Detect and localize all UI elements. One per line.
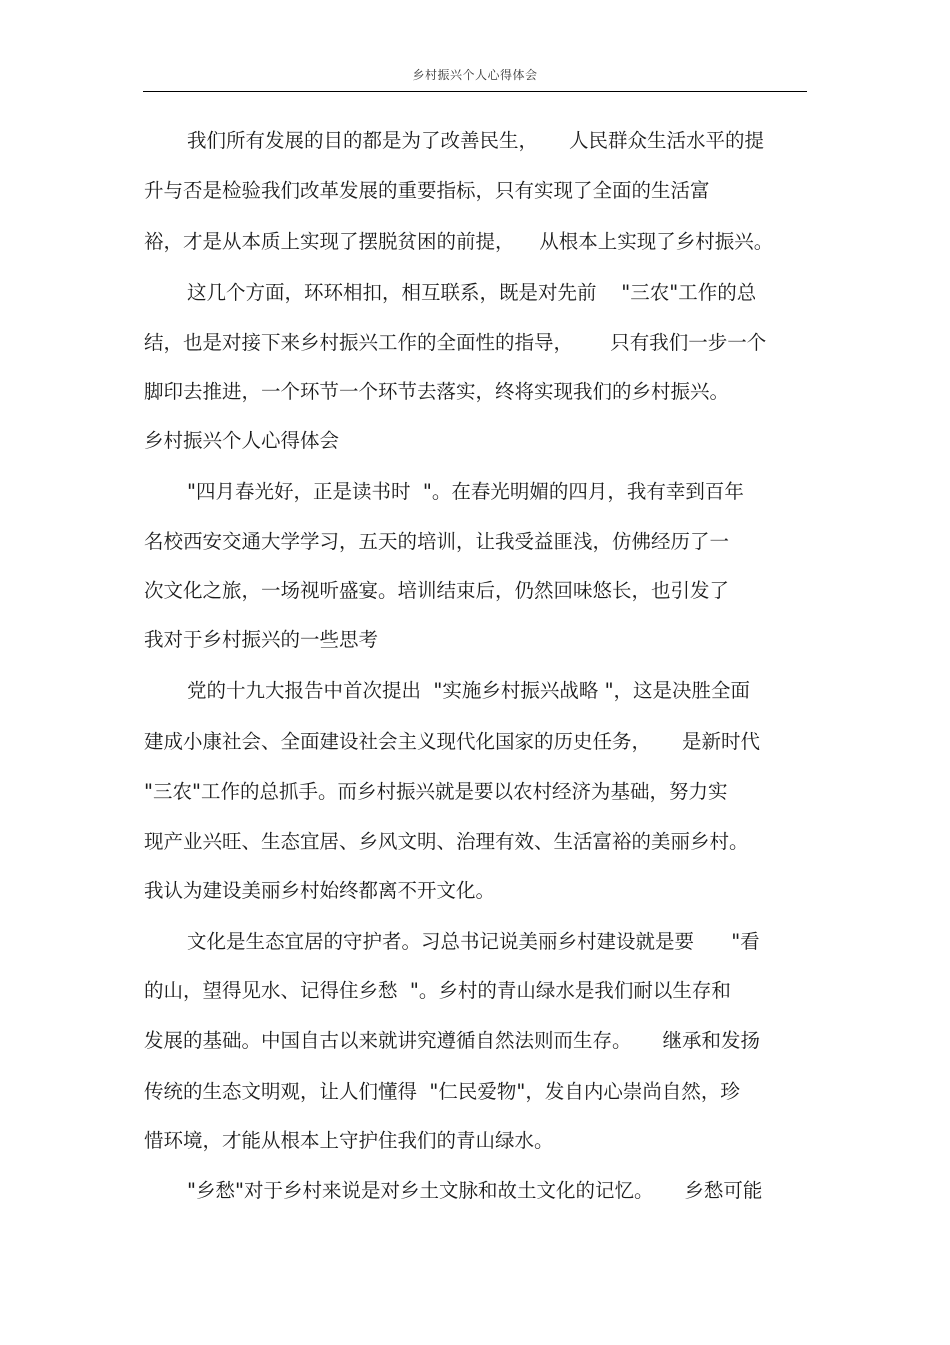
text-line: 的山，望得见水、记得住乡愁 "。乡村的青山绿水是我们耐以生存和 xyxy=(144,979,731,1002)
text-line: 脚印去推进，一个环节一个环节去落实，终将实现我们的乡村振兴。 xyxy=(144,380,730,403)
text-line: 结，也是对接下来乡村振兴工作的全面性的指导， 只有我们一步一个 xyxy=(144,331,767,354)
text-line: 乡村振兴个人心得体会 xyxy=(144,429,340,452)
text-line: "三农"工作的总抓手。而乡村振兴就是要以农村经济为基础，努力实 xyxy=(144,780,728,803)
text-line: 发展的基础。中国自古以来就讲究遵循自然法则而生存。 继承和发扬 xyxy=(144,1029,760,1052)
text-line: 这几个方面，环环相扣，相互联系，既是对先前 "三农"工作的总 xyxy=(187,281,757,304)
running-header: 乡村振兴个人心得体会 xyxy=(412,68,538,82)
text-line: 我对于乡村振兴的一些思考 xyxy=(144,628,379,651)
text-line: 裕，才是从本质上实现了摆脱贫困的前提， 从根本上实现了乡村振兴。 xyxy=(144,230,774,253)
text-line: 升与否是检验我们改革发展的重要指标，只有实现了全面的生活富 xyxy=(144,179,710,202)
text-line: 党的十九大报告中首次提出 "实施乡村振兴战略 "，这是决胜全面 xyxy=(187,679,751,702)
text-line: "四月春光好，正是读书时 "。在春光明媚的四月，我有幸到百年 xyxy=(187,480,744,503)
text-line: 建成小康社会、全面建设社会主义现代化国家的历史任务， 是新时代 xyxy=(144,730,760,753)
text-line: 现产业兴旺、生态宜居、乡风文明、治理有效、生活富裕的美丽乡村。 xyxy=(144,830,749,853)
text-line: 我认为建设美丽乡村始终都离不开文化。 xyxy=(144,879,496,902)
text-line: 我们所有发展的目的都是为了改善民生， 人民群众生活水平的提 xyxy=(187,129,764,152)
text-line: "乡愁"对于乡村来说是对乡土文脉和故土文化的记忆。 乡愁可能 xyxy=(187,1179,763,1202)
text-line: 次文化之旅，一场视听盛宴。培训结束后，仍然回味悠长，也引发了 xyxy=(144,579,730,602)
text-line: 文化是生态宜居的守护者。习总书记说美丽乡村建设就是要 "看 xyxy=(187,930,760,953)
text-line: 惜环境，才能从根本上守护住我们的青山绿水。 xyxy=(144,1129,554,1152)
text-line: 传统的生态文明观，让人们懂得 "仁民爱物"，发自内心崇尚自然，珍 xyxy=(144,1080,740,1103)
text-line: 名校西安交通大学学习，五天的培训，让我受益匪浅，仿佛经历了一 xyxy=(144,530,730,553)
header-divider xyxy=(143,91,807,92)
